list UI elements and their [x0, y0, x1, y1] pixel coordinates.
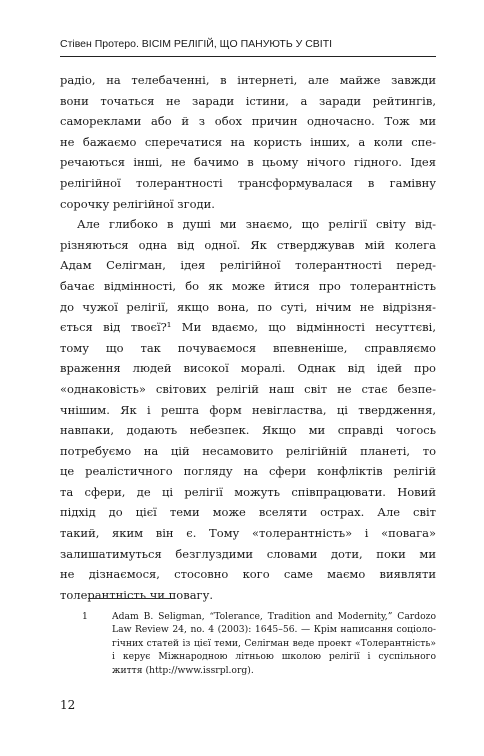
body-text	[60, 70, 436, 605]
footnote-line: Law Review 24, no. 4 (2003): 1645–56. — Крім написання соціоло-	[112, 624, 436, 636]
footnote-line: гічних статей із цієї теми, Селігман веде проект «Толерантність»	[112, 637, 436, 649]
body-line: навпаки, додають небезпек. Якщо ми справді чогось	[60, 423, 436, 438]
footnote-text	[112, 610, 436, 677]
body-line: та сфери, де ці релігії можуть співпрацювати. Новий	[60, 484, 436, 499]
body-line: радіо, на телебаченні, в інтернеті, але майже завжди	[60, 73, 436, 87]
body-line: речаються інші, не бачимо в цьому нічого гідного. Ідея	[60, 155, 436, 170]
body-line: сорочку релігійної згоди.	[60, 196, 215, 211]
header-rule	[60, 56, 436, 57]
running-head: Стівен Протеро. ВІСІМ РЕЛІГІЙ, ЩО ПАНУЮТЬ У СВІТІ	[60, 38, 333, 50]
footnote-number: 1	[82, 611, 88, 622]
body-line: самореклами або й з обох причин одночасно. Тож ми	[60, 114, 436, 129]
body-line: такий, яким він є. Тому «толерантність» і «повага»	[60, 526, 436, 541]
body-line: залишатимуться безглуздими словами доти, поки ми	[60, 546, 436, 561]
footnote-line: Adam B. Seligman, “Tolerance, Tradition and Modernity,” Cardozo	[112, 611, 436, 622]
body-line: не дізнаємося, стосовно кого саме маємо виявляти	[60, 567, 436, 582]
body-line: ється від твоєї?¹ Ми вдаємо, що відмінності несуттєві,	[60, 320, 436, 335]
body-line: Але глибоко в душі ми знаємо, що релігії світу від-	[77, 217, 436, 232]
page-number: 12	[60, 698, 76, 712]
body-line: бачає відмінності, бо як може йтися про толерантність	[60, 278, 436, 293]
body-line: релігійної толерантності трансформувалася в гамівну	[60, 175, 436, 190]
body-line: потребуємо на цій несамовито релігійній планеті, то	[60, 443, 436, 458]
body-line: Адам Селігман, ідея релігійної толерантності перед-	[60, 258, 436, 273]
body-line: це реалістичного погляду на сфери конфліктів релігій	[60, 464, 436, 479]
body-line: до чужої релігії, якщо вона, по суті, нічим не відрізня-	[60, 299, 436, 314]
body-line: не бажаємо сперечатися на користь інших, а коли спе-	[60, 134, 436, 149]
body-line: різняються одна від одної. Як стверджував мій колега	[60, 237, 436, 252]
body-line: «однаковість» світових релігій наш світ не стає безпе-	[60, 381, 436, 396]
body-line: толерантність чи повагу.	[60, 587, 213, 602]
body-line: враження людей високої моралі. Однак від ідей про	[60, 361, 436, 376]
body-line: підхід до цієї теми може вселяти острах. Але світ	[60, 505, 436, 520]
footnote-line: і керує Міжнародною літньою школою релігії і суспільного	[112, 651, 436, 663]
body-line: вони точаться не заради істини, а заради рейтингів,	[60, 93, 436, 108]
body-line: тому що так почуваємося впевненіше, справляємо	[60, 340, 436, 355]
footnote-line: життя (http://www.issrpl.org).	[112, 664, 254, 676]
body-line: чнішим. Як і решта форм невігластва, ці твердження,	[60, 402, 436, 417]
footnote-rule	[88, 598, 174, 599]
